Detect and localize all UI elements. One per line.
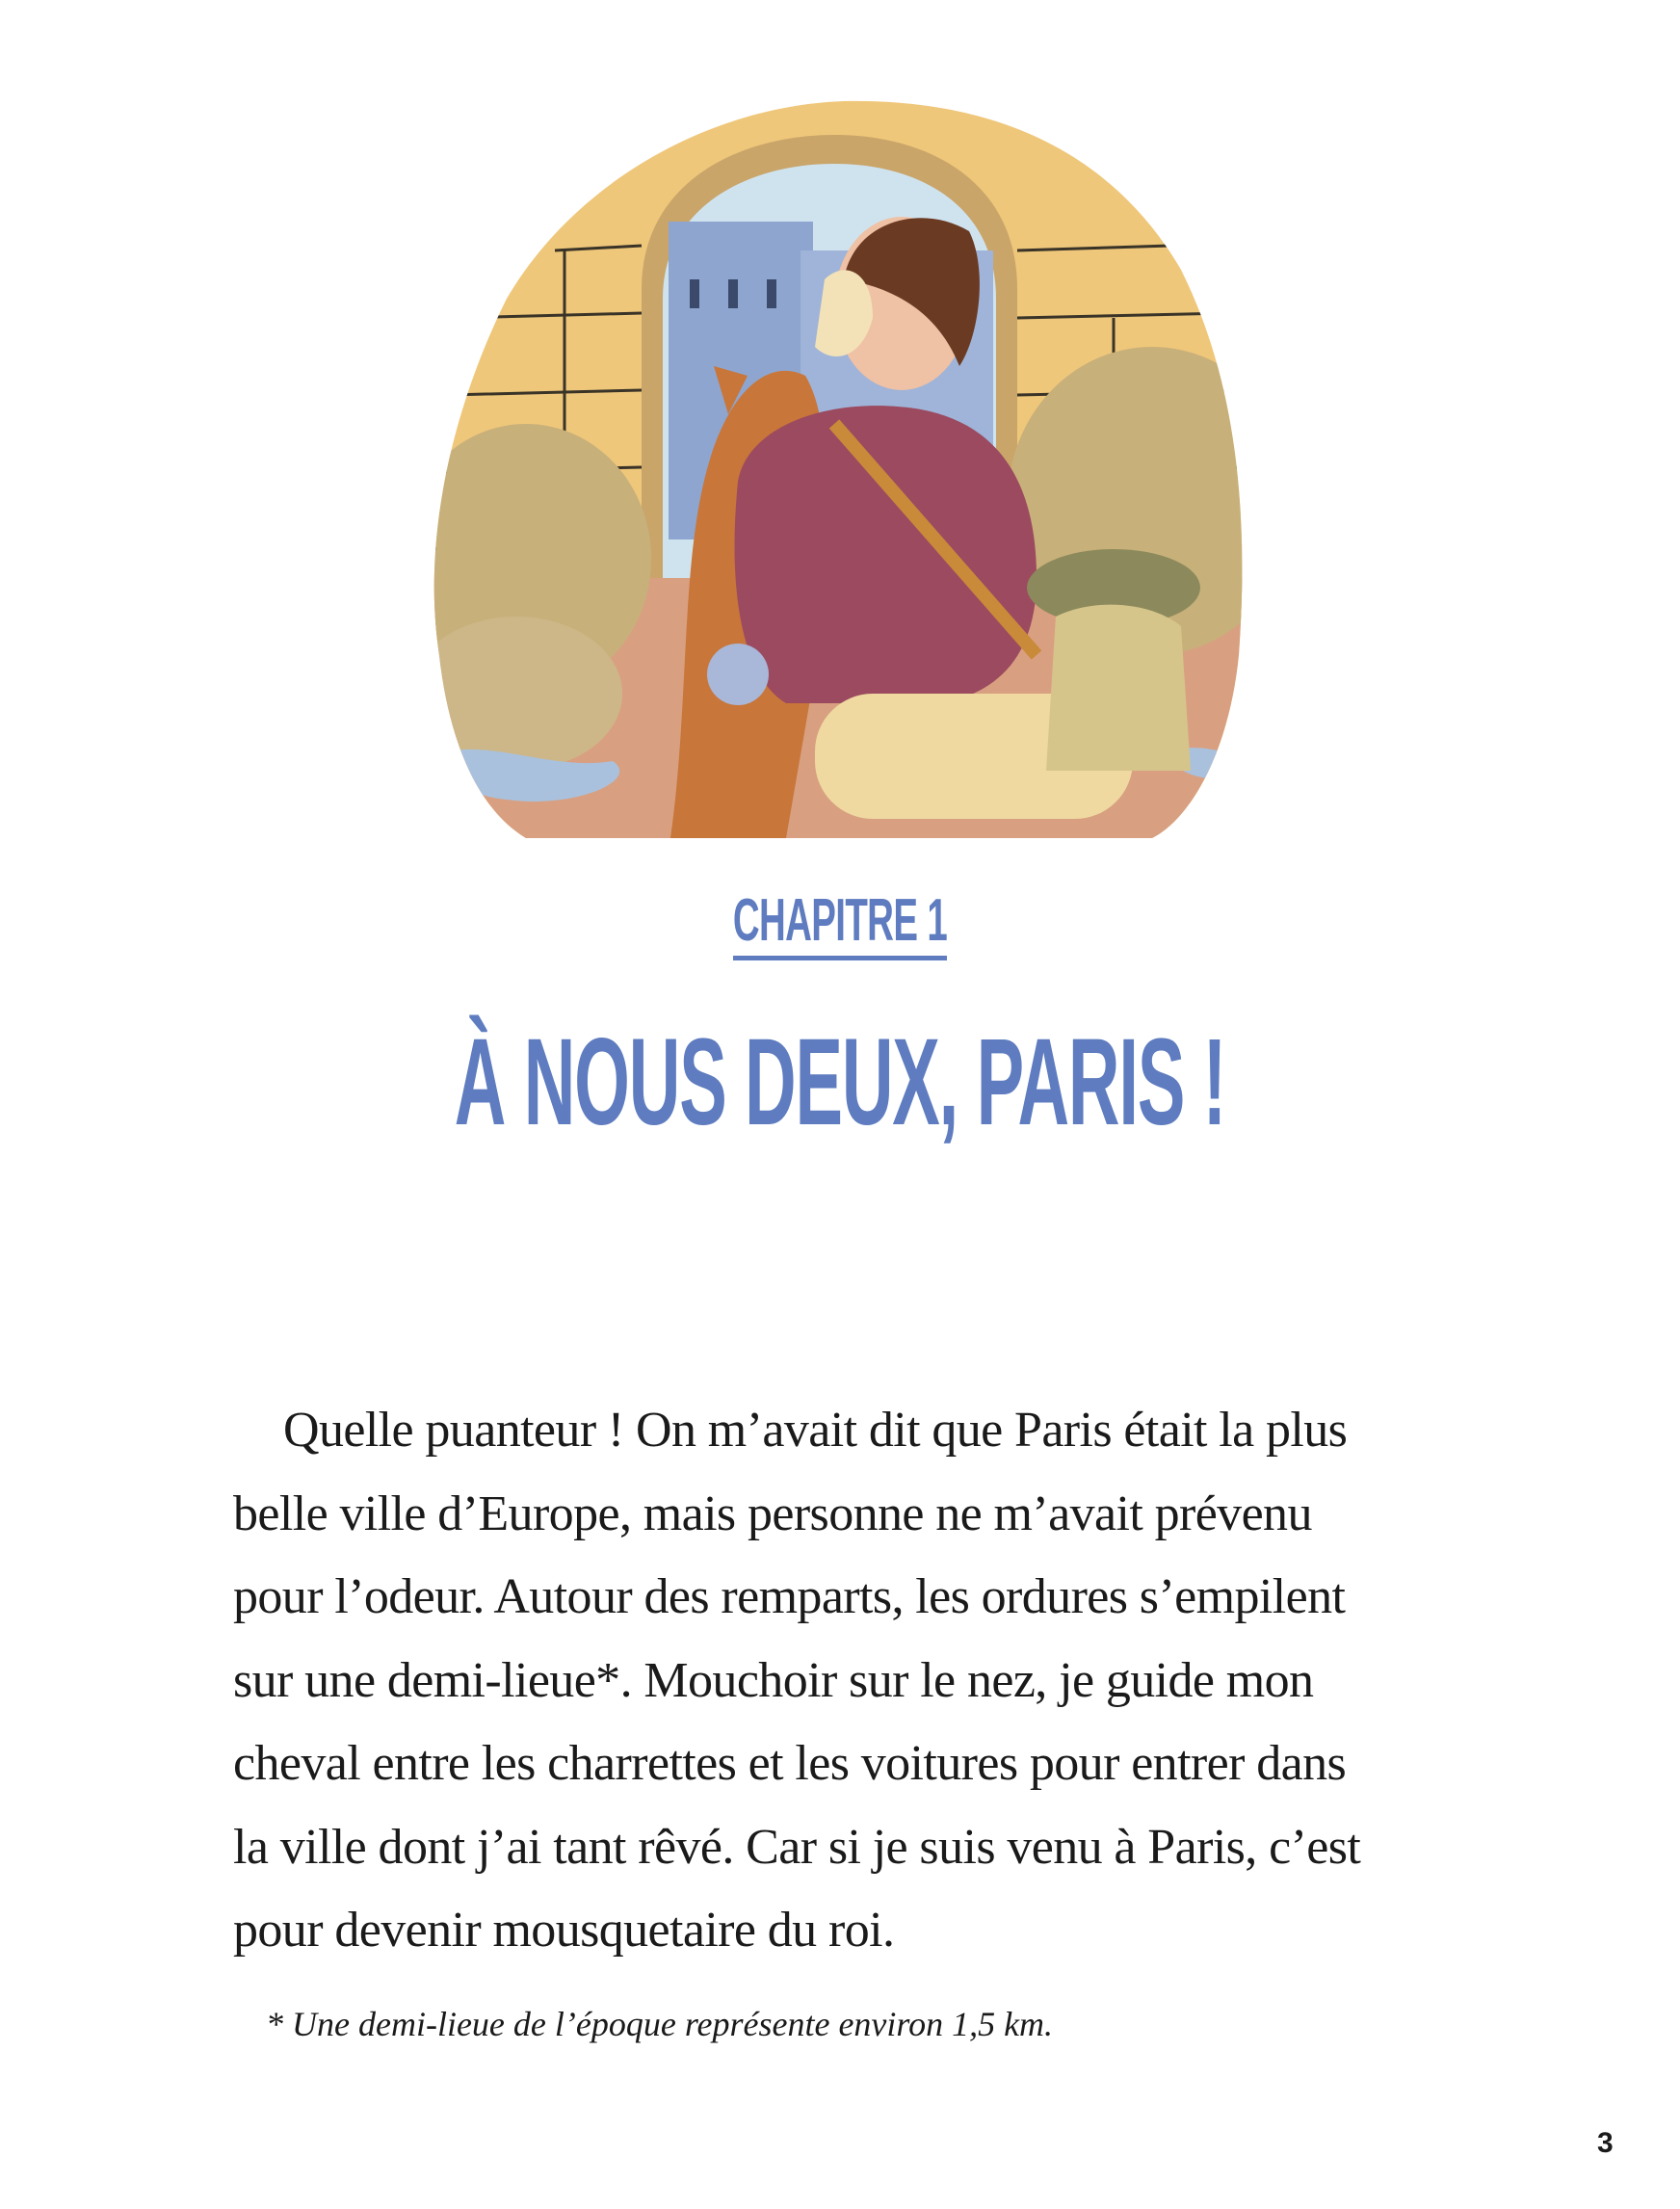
footnote: * Une demi-lieue de l’époque représente environ 1,5 km. <box>266 2005 1054 2043</box>
body-line: la ville dont j’ai tant rêvé. Car si je suis venu à Paris, c’est <box>233 1819 1361 1875</box>
body-line: pour l’odeur. Autour des remparts, les ordures s’empilent <box>233 1569 1346 1624</box>
gate-scene-illustration <box>420 77 1258 838</box>
chapter-label <box>319 886 1360 955</box>
body-line: belle ville d’Europe, mais personne ne m’avait prévenu <box>233 1486 1312 1541</box>
chapter-illustration <box>420 77 1258 838</box>
chapter-number: CHAPITRE 1 <box>733 887 947 960</box>
body-paragraph <box>233 1389 1505 1973</box>
body-line: cheval entre les charrettes et les voitures pour entrer dans <box>233 1736 1347 1791</box>
chapter-title: À NOUS DEUX, PARIS ! <box>454 1013 1226 1151</box>
body-line: Quelle puanteur ! On m’avait dit que Paris était la plus <box>283 1403 1348 1458</box>
body-line: pour devenir mousquetaire du roi. <box>233 1903 895 1958</box>
page-number: 3 <box>1597 2127 1614 2159</box>
body-line: sur une demi-lieue*. Mouchoir sur le nez, je guide mon <box>233 1652 1314 1708</box>
